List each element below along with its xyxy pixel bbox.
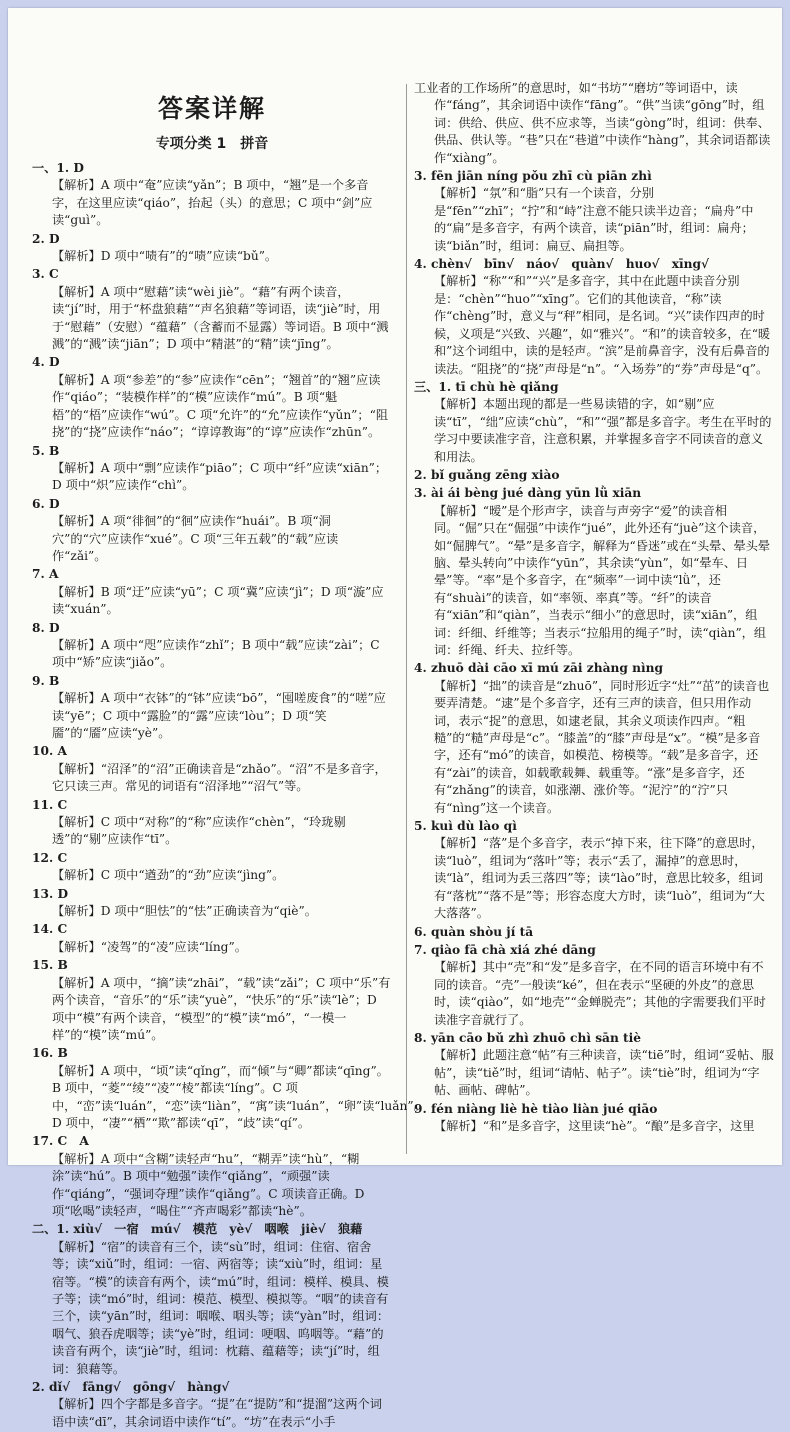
answer-entry (32, 266, 392, 353)
answer-key: 16. B (32, 1046, 68, 1061)
answer-explanation: 【解析】“沼泽”的“沼”正确读音是“zhǎo”。“沼”不是多音字，它只读三声。常见的词语有“沼泽地”“沼气”等。 (52, 761, 387, 794)
answer-explanation: 【解析】A 项“徘徊”的“徊”应读作“huái”。B 项“洞穴”的“穴”应读作“xué”。C 项“三年五载”的“载”应读作“zǎi”。 (52, 514, 339, 563)
answer-explanation: 【解析】此题注意“帖”有三种读音，读“tiē”时，组词“妥帖、服帖”，读“tiě”时，组词“请帖、帖子”。读“tiè”时，组词为“字帖、画帖、碑帖”。 (434, 1048, 774, 1098)
answer-explanation: 工业者的工作场所”的意思时，如“书坊”“磨坊”等词语中，读作“fáng”，其余词语中读作“fāng”。“供”当读“gōng”时，组词：供给、供应、供不应求等，当读“gòng”时，组词：供奉、供品、供认等。“巷”只在“巷道”中读作“hàng”，其余词语都读作“xiàng”。 (414, 81, 771, 165)
answer-entry (32, 797, 392, 849)
answer-key: 4. zhuō dài cāo xī mú zāi zhàng nìng (414, 661, 663, 676)
answer-key: 8. D (32, 620, 60, 635)
answer-explanation: 【解析】“落”是个多音字，表示“掉下来，往下降”的意思时，读“luò”，组词为“落叶”等；表示“丢了，漏掉”的意思时，读“là”，组词为丢三落四”等；读“lào”时，意思比较多，组词有“落枕”“落不是”等；形容态度大方时，读“luò”，组词为“大大落落”。 (434, 836, 765, 921)
answer-entry (414, 1101, 774, 1136)
answer-key: 一、1. D (32, 161, 84, 175)
answer-explanation: 【解析】“拙”的读音是“zhuō”，同时形近字“灶”“茁”的读音也要弄清楚。“逮”是个多音字，还有三声的读音，但只用作动词，表示“捉”的意思，如逮老鼠，其余义项读作四声。“粗糙”的“糙”声母是“c”。“膝盖”的“膝”声母是“x”。“模”是多音字，还有“mó”的读音，如模范、榜模等。“载”是多音字，还有“zài”的读音，如载歌载舞、载重等。“涨”是多音字，还有“zhǎng”的读音，如涨潮、涨价等。“泥泞”的“泞”只有“nìng”这一个读音。 (434, 678, 770, 815)
answer-entry (32, 231, 392, 266)
section-subtitle: 专项分类 1 拼音 (155, 136, 269, 152)
answer-explanation: 【解析】A 项“参差”的“参”应读作“cēn”；“翘首”的“翘”应读作“qiáo”；“装模作样”的“模”应读作“mú”。B 项“魁梧”的“梧”应读作“wú”。C 项“允许”的“允”应读作“yǔn”；“阻挠”的“挠”应读作“náo”；“谆谆教诲”的“谆”应读作“zhūn”。 (52, 372, 389, 440)
answer-entry (414, 942, 774, 1029)
answer-explanation: 【解析】“暧”是个形声字，读音与声旁字“爱”的读音相同。“倔”只在“倔强”中读作“jué”，此外还有“juè”这个读音，如“倔脾气”。“晕”是多音字，解释为“昏迷”或在“头晕、晕头晕脑、晕头转向”中读作“yūn”，其余读“yùn”，如“晕车、日晕”等。“率”是个多音字，在“频率”一词中读“lǜ”，还有“shuài”的读音，如“率领、率真”等。“纤”的读音有“xiān”和“qiàn”，当表示“细小”的意思时，读“xiān”，组词：纤细、纤维等；当表示“拉船用的绳子”时，读“qiàn”，组词：纤绳、纤夫、拉纤等。 (434, 503, 771, 657)
answer-entry (32, 957, 392, 1044)
answer-key: 三、1. tī chù hè qiǎng (414, 379, 559, 394)
answer-entry (32, 566, 392, 618)
answer-entry (32, 743, 392, 795)
answer-key: 12. C (32, 850, 68, 865)
answer-key: 13. D (32, 886, 69, 901)
answer-explanation: 【解析】“称”“和”“兴”是多音字，其中在此题中读音分别是：“chèn”“huo”“xīng”。它们的其他读音，“称”读作“chèng”时，意义与“秤”相同，是名词。“兴”读作四声的时候，义项是“兴致、兴趣”，如“雅兴”。“和”的读音较多，在“暖和”这个词组中，读的是轻声。“滨”是前鼻音字，没有后鼻音的读法。“阻挠”的“挠”声母是“n”。“入场券”的“券”声母是“q”。 (434, 274, 771, 376)
answer-entry (32, 1045, 426, 1132)
answer-explanation: 【解析】D 项中“胆怯”的“怯”正确读音为“qiè”。 (52, 904, 317, 919)
answer-explanation: 【解析】“宿”的读音有三个，读“sù”时，组词：住宿、宿舍等；读“xiǔ”时，组词：一宿、两宿等；读“xiù”时，组词：星宿等。“模”的读音有两个，读“mú”时，组词：模样、模具、模子等；读“mó”时，组词：模范、模型、模拟等。“咽”的读音有三个，读“yān”时，组词：咽喉、咽头等；读“yàn”时，组词：咽气、狼吞虎咽等；读“yè”时，组词：哽咽、呜咽等。“藉”的读音有两个，读“jiè”时，组词：枕藉、蕴藉等；读“jí”时，组词：狼藉等。 (52, 1239, 390, 1376)
answer-key: 17. C A (32, 1134, 89, 1149)
answer-entry (414, 660, 774, 817)
answer-entry (414, 168, 774, 255)
answer-explanation: 【解析】其中“壳”和“发”是多音字，在不同的语言环境中有不同的读音。“壳”一般读“ké”，但在表示“坚硬的外皮”的意思时，读“qiào”，如“地壳”“金蝉脱壳”；其他的字需要我们平时读准字音就行了。 (434, 960, 766, 1027)
answer-entry (414, 818, 774, 922)
answer-key: 8. yān cāo bǔ zhì zhuō chì sān tiè (414, 1030, 642, 1045)
answer-explanation: 【解析】A 项中“含糊”读轻声“hu”，“糊弄”读“hù”，“糊涂”读“hú”。B 项中“勉强”读作“qiǎng”，“顽强”读作“qiáng”，“强词夺理”读作“qiǎng”。C 项读音正确。D 项“吆喝”读轻声，“喝住”“齐声喝彩”都读“hè”。 (52, 1151, 365, 1218)
answer-explanation: 【解析】A 项中，“摘”读“zhāi”，“载”读“zǎi”；C 项中“乐”有两个读音，“音乐”的“乐”读“yuè”，“快乐”的“乐”读“lè”；D 项中“模”有两个读音，“模型”的“模”读“mó”，“一模一样”的“模”读“mú”。 (52, 975, 391, 1042)
answer-explanation: 【解析】A 项中“慰藉”读“wèi jiè”。“藉”有两个读音，读“jí”时，用于“杯盘狼藉”“声名狼藉”等词语，读“jiè”时，用于“慰藉”（安慰）“蕴藉”（含蓄而不显露）等词语。B 项中“溅溅”的“溅”读“jiān”；D 项中“精湛”的“精”读“jīng”。 (52, 284, 389, 352)
answer-explanation: 【解析】D 项中“啧有”的“啧”应读“bǔ”。 (52, 249, 278, 264)
answer-entry (32, 496, 392, 566)
answer-entry (32, 850, 392, 885)
answer-key: 4. chèn√ bīn√ náo√ quàn√ huo√ xīng√ (414, 257, 710, 272)
answer-entry (414, 379, 774, 466)
left-column (32, 80, 426, 1432)
right-column (414, 80, 774, 1136)
answer-key: 6. quàn shòu jí tā (414, 924, 534, 939)
answer-explanation: 【解析】B 项“迂”应读“yū”；C 项“冀”应读“jì”；D 项“漩”应读“xuán”。 (52, 584, 384, 617)
answer-entry (32, 1221, 392, 1378)
answer-key: 4. D (32, 355, 60, 370)
answer-key: 5. kuì dù lào qì (414, 819, 517, 834)
answer-explanation: 【解析】“凌驾”的“凌”应读“líng”。 (52, 939, 247, 954)
answer-key: 2. bǐ guǎng zēng xiào (414, 467, 560, 482)
answer-explanation: 【解析】A 项中“奄”应读“yǎn”；B 项中，“翘”是一个多音字，在这里应读“qiáo”，抬起（头）的意思；C 项中“剑”应读“guì”。 (52, 178, 373, 228)
answer-explanation: 【解析】本题出现的都是一些易读错的字，如“剔”应读“tī”，“绌”应读“chù”，“和”“强”都是多音字。考生在平时的学习中要读准字音，注意积累，并掌握多音字不同读音的意义和用法。 (434, 397, 772, 464)
page-title: 答案详解 (157, 94, 266, 123)
answer-entry (32, 886, 392, 921)
answer-key: 10. A (32, 744, 67, 759)
answer-entry (32, 160, 392, 230)
answer-entry (414, 467, 774, 484)
answer-key: 11. C (32, 797, 68, 812)
answer-entry (414, 256, 774, 378)
answer-explanation: 【解析】“氛”和“脂”只有一个读音，分别是“fēn”“zhī”；“拧”和“峙”注意不能只读半边音；“扁舟”中的“扁”是多音字，有两个读音，读“piān”时，组词：扁舟；读“biǎn”时，组词：扁豆、扁担等。 (434, 186, 754, 253)
answer-entry (414, 924, 774, 941)
answer-entry (32, 1379, 392, 1431)
answer-key: 2. dǐ√ fāng√ gōng√ hàng√ (32, 1380, 230, 1395)
answer-key: 3. C (32, 267, 59, 282)
answer-key: 3. ài ái bèng jué dàng yūn lǜ xiān (414, 486, 642, 501)
answer-key: 14. C (32, 922, 68, 937)
answer-entry (32, 921, 392, 956)
answer-explanation: 【解析】“和”是多音字，这里读“hè”。“酿”是多音字，这里 (434, 1118, 755, 1133)
answer-explanation: 【解析】A 项中，“顷”读“qǐng”，而“倾”与“卿”都读“qīng”。B 项中，“菱”“绫”“凌”“棱”都读“líng”。C 项中，“峦”读“luán”，“恋”读“liàn”，“寓”读“luán”，“卵”读“luǎn”。D 项中，“凄”“栖”“欺”都读“qī”，“歧”读“qí”。 (52, 1063, 426, 1130)
left-answer-list (32, 160, 426, 1431)
answer-entry (414, 80, 774, 167)
answer-key: 二、1. xiù√ 一宿 mú√ 模范 yè√ 咽喉 jiè√ 狼藉 (32, 1222, 363, 1237)
answer-key: 15. B (32, 958, 68, 973)
answer-key: 7. A (32, 567, 59, 582)
answer-explanation: 【解析】A 项中“衣钵”的“钵”应读“bō”，“囤嗟废食”的“嗟”应读“yē”；C 项中“露脸”的“露”应读“lòu”；D 项“笑靥”的“靥”应读“yè”。 (52, 691, 386, 740)
answer-explanation: 【解析】A 项中“咫”应读作“zhǐ”；B 项中“载”应读“zài”；C 项中“矫”应读“jiǎo”。 (52, 637, 380, 670)
column-divider (406, 84, 407, 1154)
answer-key: 6. D (32, 496, 60, 511)
right-answer-list (414, 80, 774, 1135)
answer-entry (414, 1030, 774, 1100)
answer-explanation: 【解析】四个字都是多音字。“提”在“提防”和“提溜”这两个词语中读“dī”，其余词语中读作“tí”。“坊”在表示“小手 (52, 1397, 382, 1429)
answer-key: 3. fēn jiān níng pǒu zhī cù piān zhì (414, 169, 652, 184)
answer-entry (32, 354, 392, 441)
answer-key: 2. D (32, 231, 60, 246)
answer-explanation: 【解析】A 项中“剽”应读作“piāo”；C 项中“纤”应读“xiān”；D 项中“炽”应读作“chì”。 (52, 460, 388, 493)
answer-entry (414, 485, 774, 659)
answer-key: 9. fén niàng liè hè tiào liàn jué qiāo (414, 1101, 658, 1116)
answer-entry (32, 673, 392, 743)
answer-entry (32, 1133, 392, 1220)
answer-key: 5. B (32, 443, 60, 458)
answer-explanation: 【解析】C 项中“对称”的“称”应读作“chèn”，“玲珑剔透”的“剔”应读作“tī”。 (52, 815, 346, 847)
document-page (8, 8, 782, 1429)
answer-key: 7. qiào fā chà xiá zhé dāng (414, 942, 596, 957)
answer-key: 9. B (32, 673, 60, 688)
answer-entry (32, 443, 392, 495)
answer-entry (32, 620, 392, 672)
answer-explanation: 【解析】C 项中“遒劲”的“劲”应读“jìng”。 (52, 868, 285, 883)
